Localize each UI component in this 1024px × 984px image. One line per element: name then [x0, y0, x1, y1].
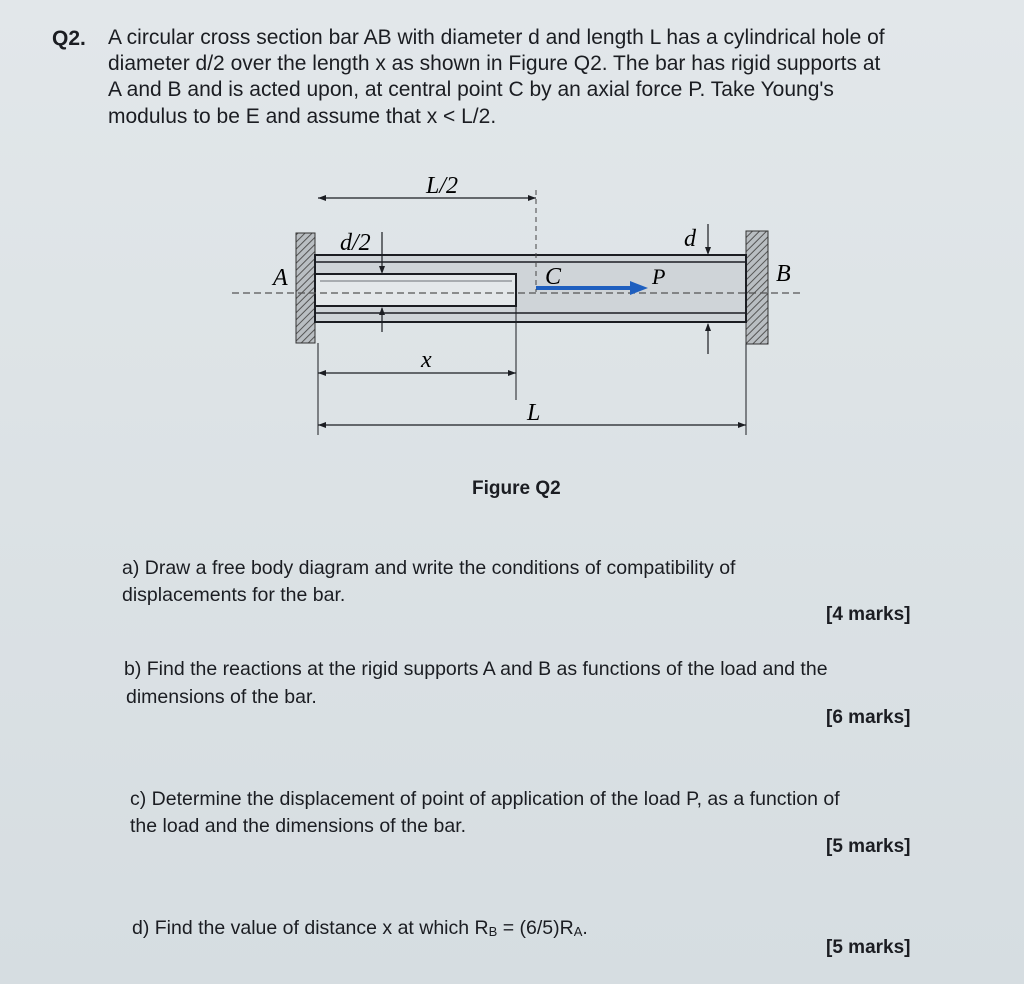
support-a-wall	[296, 233, 315, 343]
part-c-marks: [5 marks]	[826, 836, 911, 857]
support-b-wall	[746, 231, 768, 344]
part-a-line-2: displacements for the bar.	[122, 584, 346, 606]
part-c-line-1: c) Determine the displacement of point of application of the load P, as a function of	[130, 788, 840, 810]
part-b-line-2: dimensions of the bar.	[126, 686, 317, 708]
part-b-marks: [6 marks]	[826, 707, 911, 728]
figure-q2-diagram	[0, 0, 1024, 470]
label-half-length: L/2	[426, 173, 459, 199]
part-d-sub-b: B	[488, 924, 498, 939]
hole	[315, 274, 516, 306]
label-diameter: d	[684, 226, 696, 252]
part-b-line-1: b) Find the reactions at the rigid supports A and B as functions of the load and the	[124, 658, 828, 680]
question-text-line-4: modulus to be E and assume that x < L/2.	[108, 105, 497, 128]
label-hole-length: x	[421, 347, 432, 373]
label-support-a: A	[273, 265, 288, 291]
part-d-text-end: .	[582, 917, 588, 939]
figure-caption: Figure Q2	[472, 478, 561, 499]
question-text-line-1: A circular cross section bar AB with diameter d and length L has a cylindrical hole of	[108, 26, 885, 49]
question-text-line-3: A and B and is acted upon, at central point C by an axial force P. Take Young's	[108, 78, 834, 101]
label-hole-diameter: d/2	[340, 230, 371, 256]
part-a-marks: [4 marks]	[826, 604, 911, 625]
label-length: L	[527, 400, 541, 426]
label-support-b: B	[776, 261, 791, 287]
part-d-text	[132, 915, 588, 943]
question-text-line-2: diameter d/2 over the length x as shown in Figure Q2. The bar has rigid supports at	[108, 52, 881, 75]
part-d-text-mid: = (6/5)R	[497, 917, 574, 939]
part-d-text-main: d) Find the value of distance x at which R	[132, 917, 489, 939]
label-point-c: C	[545, 264, 562, 290]
label-force: P	[652, 264, 666, 289]
question-number: Q2.	[52, 27, 86, 50]
part-d-marks: [5 marks]	[826, 937, 911, 958]
part-a-line-1: a) Draw a free body diagram and write the conditions of compatibility of	[122, 557, 736, 579]
part-d-sub-a: A	[573, 924, 583, 939]
part-c-line-2: the load and the dimensions of the bar.	[130, 815, 467, 837]
